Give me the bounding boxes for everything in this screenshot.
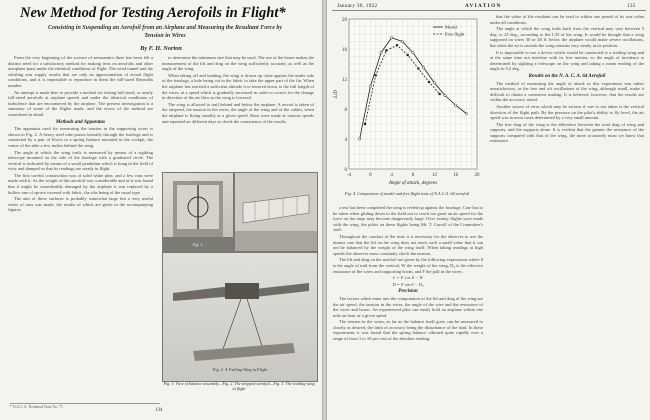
chart-y-axis-label: L/D xyxy=(334,90,339,98)
chart-data-point xyxy=(465,112,467,114)
body-paragraph: The method of measuring the angle of attack in this experiment was rather unsatisfactory, as the free and oft oscillations of the wing, although small, make it difficult to obtain a consistent reading. It is believed, however, that the results are within the accuracy stated. xyxy=(490,80,644,103)
methods-paragraph: The aim of these surfaces is probably somewhat large but a very useful series of runs was made, the results of which are given in the accompanying figures. xyxy=(8,196,153,213)
chart-data-point xyxy=(412,52,414,54)
ld-chart xyxy=(331,13,483,193)
chart-x-tick-label: -4 xyxy=(346,173,352,178)
methods-paragraph: The apparatus used for measuring the tension in the supporting wires is shown in Fig. 2. A heavy steel tube passes laterally through the fuselage and is connected by a pair of levers to a spring balance mounted in the cockpit, the center of the tube a few inches behind the wing. xyxy=(8,126,153,148)
precision-heading: Precision xyxy=(398,289,418,295)
chart-data-point xyxy=(375,74,377,76)
header-magazine: AVIATION xyxy=(465,3,502,9)
formula-lift: L = F cos θ − W xyxy=(393,275,423,281)
body-paragraph: It is impossible to use a device which would be connected to a trailing wing and at the same time not interfere with its free motion, so the angle of incidence is determined by sighting a telescope on the wing and taking a mean reading of the angle to 0.2 deg. xyxy=(490,49,644,72)
body-paragraph: The free drag of the wing is the difference between the total drag of wing and supports, and the supports alone. It is evident that the greater the resistance of the supports compared with that of the wing, the more accurately must we know that resistance. xyxy=(490,121,644,144)
chart-data-point xyxy=(380,52,382,54)
header-page-number: 135 xyxy=(627,3,636,9)
header-rule xyxy=(332,10,646,11)
trailing-wing-photo xyxy=(162,252,318,382)
ld-chart-svg xyxy=(331,13,483,189)
results-heading: Results on the N. A. C. A. 64 Aerofoil xyxy=(528,73,606,79)
chart-data-point xyxy=(369,85,371,87)
chart-data-point xyxy=(390,37,392,39)
right-column-2 xyxy=(490,14,644,145)
chart-data-point xyxy=(385,49,387,51)
article-title: New Method for Testing Aerofoils in Flight* xyxy=(20,5,286,21)
chart-data-point xyxy=(364,123,366,125)
body-paragraph: The factors which enter into the computation of the lift and drag of the wing are the air speed, the tension in the wires, the angle of the wire and the resistance of the wires and boom. An experienced pilot can easily hold an airplane within one mile an hour of a given speed. xyxy=(333,295,483,318)
chart-x-axis-label: Angle of attack, degrees xyxy=(388,181,438,186)
chart-data-point xyxy=(407,54,409,56)
chart-x-tick-label: 8 xyxy=(411,173,415,178)
chart-y-tick-label: 12 xyxy=(342,77,347,83)
chart-x-tick-label: 0 xyxy=(369,173,372,178)
byline: By F. H. Norton xyxy=(140,45,182,52)
footnote: * N.A.C.A. Technical Note No. 77. xyxy=(10,403,160,409)
page-number-left: 134 xyxy=(155,408,163,413)
intro-paragraph: From the very beginning of the science of aeronautics there has been felt a distinct need for a satisfactory method for making tests on aerofoils and other aeroplane parts under the identical conditions of flight. The wind tunnel and the whirling arm supply results that are only an approximation of actual flight conditions, and it is impossible to reproduce in them the full-sized Reynolds number. xyxy=(8,55,153,88)
body-paragraph: The lift and drag on the aerofoil are given by the following expressions where θ is the angle of trail from the vertical, W the weight of the wing, D₀ is the effective resistance of the wires and supporting boom, and F the pull in the wires. xyxy=(333,257,483,274)
left-column-1 xyxy=(8,55,153,214)
methods-paragraph: The first careful construction was of solid white pine, and a few runs were made with it. As the weight of this aerofoil was considerable and as it was found that it might be considerably damaged by the airplane it was replaced by a hollow one of spruce covered with fabric, the ribs being of the usual type. xyxy=(8,172,153,195)
left-page xyxy=(0,0,322,420)
body-paragraph: Throughout the conduct of the tests it is necessary for the observer to use the utmost care that the lift on the wing does not reach such a small value that it can not be balanced by the weight of the wing itself. When taking readings at high speeds the observer must constantly check the tension. xyxy=(333,233,483,256)
stripped-aerofoil-photo xyxy=(234,172,318,252)
chart-x-tick-label: 12 xyxy=(431,173,437,178)
article-subtitle: Consisting in Suspending an Aerofoil from an Airplane and Measuring the Resultant Force by Tension in Wires xyxy=(47,25,283,39)
chart-data-point xyxy=(428,81,430,83)
formula-drag: D = F sin θ − D₀ xyxy=(392,281,424,287)
body-paragraph: When taking off and landing, the wing is drawn up close against the under side of the fuselage, a hole being cut in the fabric to take the upper part of the fin. When the airplane has reached a sufficient altitude it is lowered down to the full length of the wires, at a speed which is gradually increased in order to correct for the change in direction of the air flow as the wing is lowered. xyxy=(162,72,314,101)
chart-y-tick-label: 8 xyxy=(344,107,347,113)
header-date: January 30, 1922 xyxy=(337,3,378,9)
chart-x-tick-label: 4 xyxy=(390,173,393,178)
chart-data-point xyxy=(422,67,424,69)
chart-y-tick-label: 0 xyxy=(344,167,347,173)
chart-y-tick-label: 16 xyxy=(342,47,347,53)
body-paragraph: The angle at which the wing trails back from the vertical may vary between 5 deg. to 25 deg., according to the L/D of the wing. It would be thought that a wing supposed on wires 30 or 40 ft. below the airplane would make severe oscillations, but when the air is smooth the wing remains very steady in its position. xyxy=(490,26,644,48)
chart-legend-label: Free flight xyxy=(445,31,465,37)
body-paragraph: to determine the minimum size that may be used. The use of the boom makes the measurement of the lift and drag on the wing sufficiently accurate, as well as the angle of the wing. xyxy=(162,55,314,72)
body-paragraph: that the value of the resultant can be read to within one pound of its true value under all conditions. xyxy=(490,14,644,25)
chart-x-tick-label: 16 xyxy=(453,173,459,178)
chart-x-tick-label: 20 xyxy=(474,173,480,178)
fig3-caption: Fig. 3. View of balance assembly—Fig. 2. The stripped aerofoil—Fig. 3. The trailing wing in flight xyxy=(163,381,315,391)
body-paragraph: a test has been completed the wing is reeled up against the fuselage. Care has to be taken when gliding down to the field not to reach too great an air speed for the force on the rings may become dangerously large. Over twenty flights were made with the wing, the pilots on these flights being Mr. T. Carroll of the Committee's staff. xyxy=(333,205,483,233)
right-column-1 xyxy=(333,205,483,343)
methods-paragraph: The angle at which the wing trails is measured by means of a sighting telescope mounted on the side of the fuselage with a graduated circle. The vertical is indicated by means of a small pendulum which is hung in the field of view and damped so that its readings are steady in flight. xyxy=(8,149,153,172)
chart-y-tick-label: 20 xyxy=(342,17,347,23)
trailing-wing-image xyxy=(163,253,317,381)
chart-data-point xyxy=(396,44,398,46)
chart-y-tick-label: 4 xyxy=(344,137,347,143)
chart-data-point xyxy=(444,94,446,96)
body-paragraph: The tension in the wires, as far as the balance itself goes, can be measured to closely as desired, the limit of accuracy being the disturbance of the load. In these experiments it was found that the spring balance vibrated quite rapidly over a range of from 3 to 10 per cent of the absolute reading. xyxy=(333,319,483,342)
chart-data-point xyxy=(358,138,360,140)
fig4-caption: Fig. 4. Comparison of model and free flight tests of N.A.C.A. 64 aerofoil xyxy=(344,191,470,196)
stripped-aerofoil-image xyxy=(235,173,317,251)
chart-data-point xyxy=(401,40,403,42)
body-paragraph: Another source of error which may be serious if care is not taken is the vertical direction of the flight path. By the pressure on the pilot's ability to fly level, the air speed was in most cases determined by a very small amount. xyxy=(490,103,644,121)
fig2-caption: Fig. 2. A Trailing Wing in Flight xyxy=(212,367,268,372)
chart-data-point xyxy=(433,82,435,84)
intro-paragraph: An attempt is made here to provide a method for testing full-sized, or nearly full-sized aerofoils at airplane speeds and under the identical conditions of turbulence that are encountered by the airplane. The present investigation is a summary of some of the flights made, and the errors of the method are considered in detail. xyxy=(8,89,153,117)
chart-data-point xyxy=(417,67,419,69)
body-paragraph: The wing is allowed to trail behind and below the airplane. A record is taken of the airspeed, the tension in the wires, the angle of the wing and of the cables, when the airplane is flying steadily at a given speed. Runs were made at various speeds and repeated on different days to check the consistency of the results. xyxy=(162,101,314,124)
methods-heading: Methods and Apparatus xyxy=(55,119,106,125)
balance-assembly-image xyxy=(163,173,233,251)
right-page xyxy=(327,0,650,420)
chart-data-point xyxy=(454,104,456,106)
chart-data-point xyxy=(439,93,441,95)
chart-legend-label: Model xyxy=(445,24,457,30)
fig1-caption: Fig. 1. xyxy=(192,242,204,247)
balance-assembly-photo xyxy=(162,172,234,252)
left-column-2 xyxy=(162,55,314,125)
